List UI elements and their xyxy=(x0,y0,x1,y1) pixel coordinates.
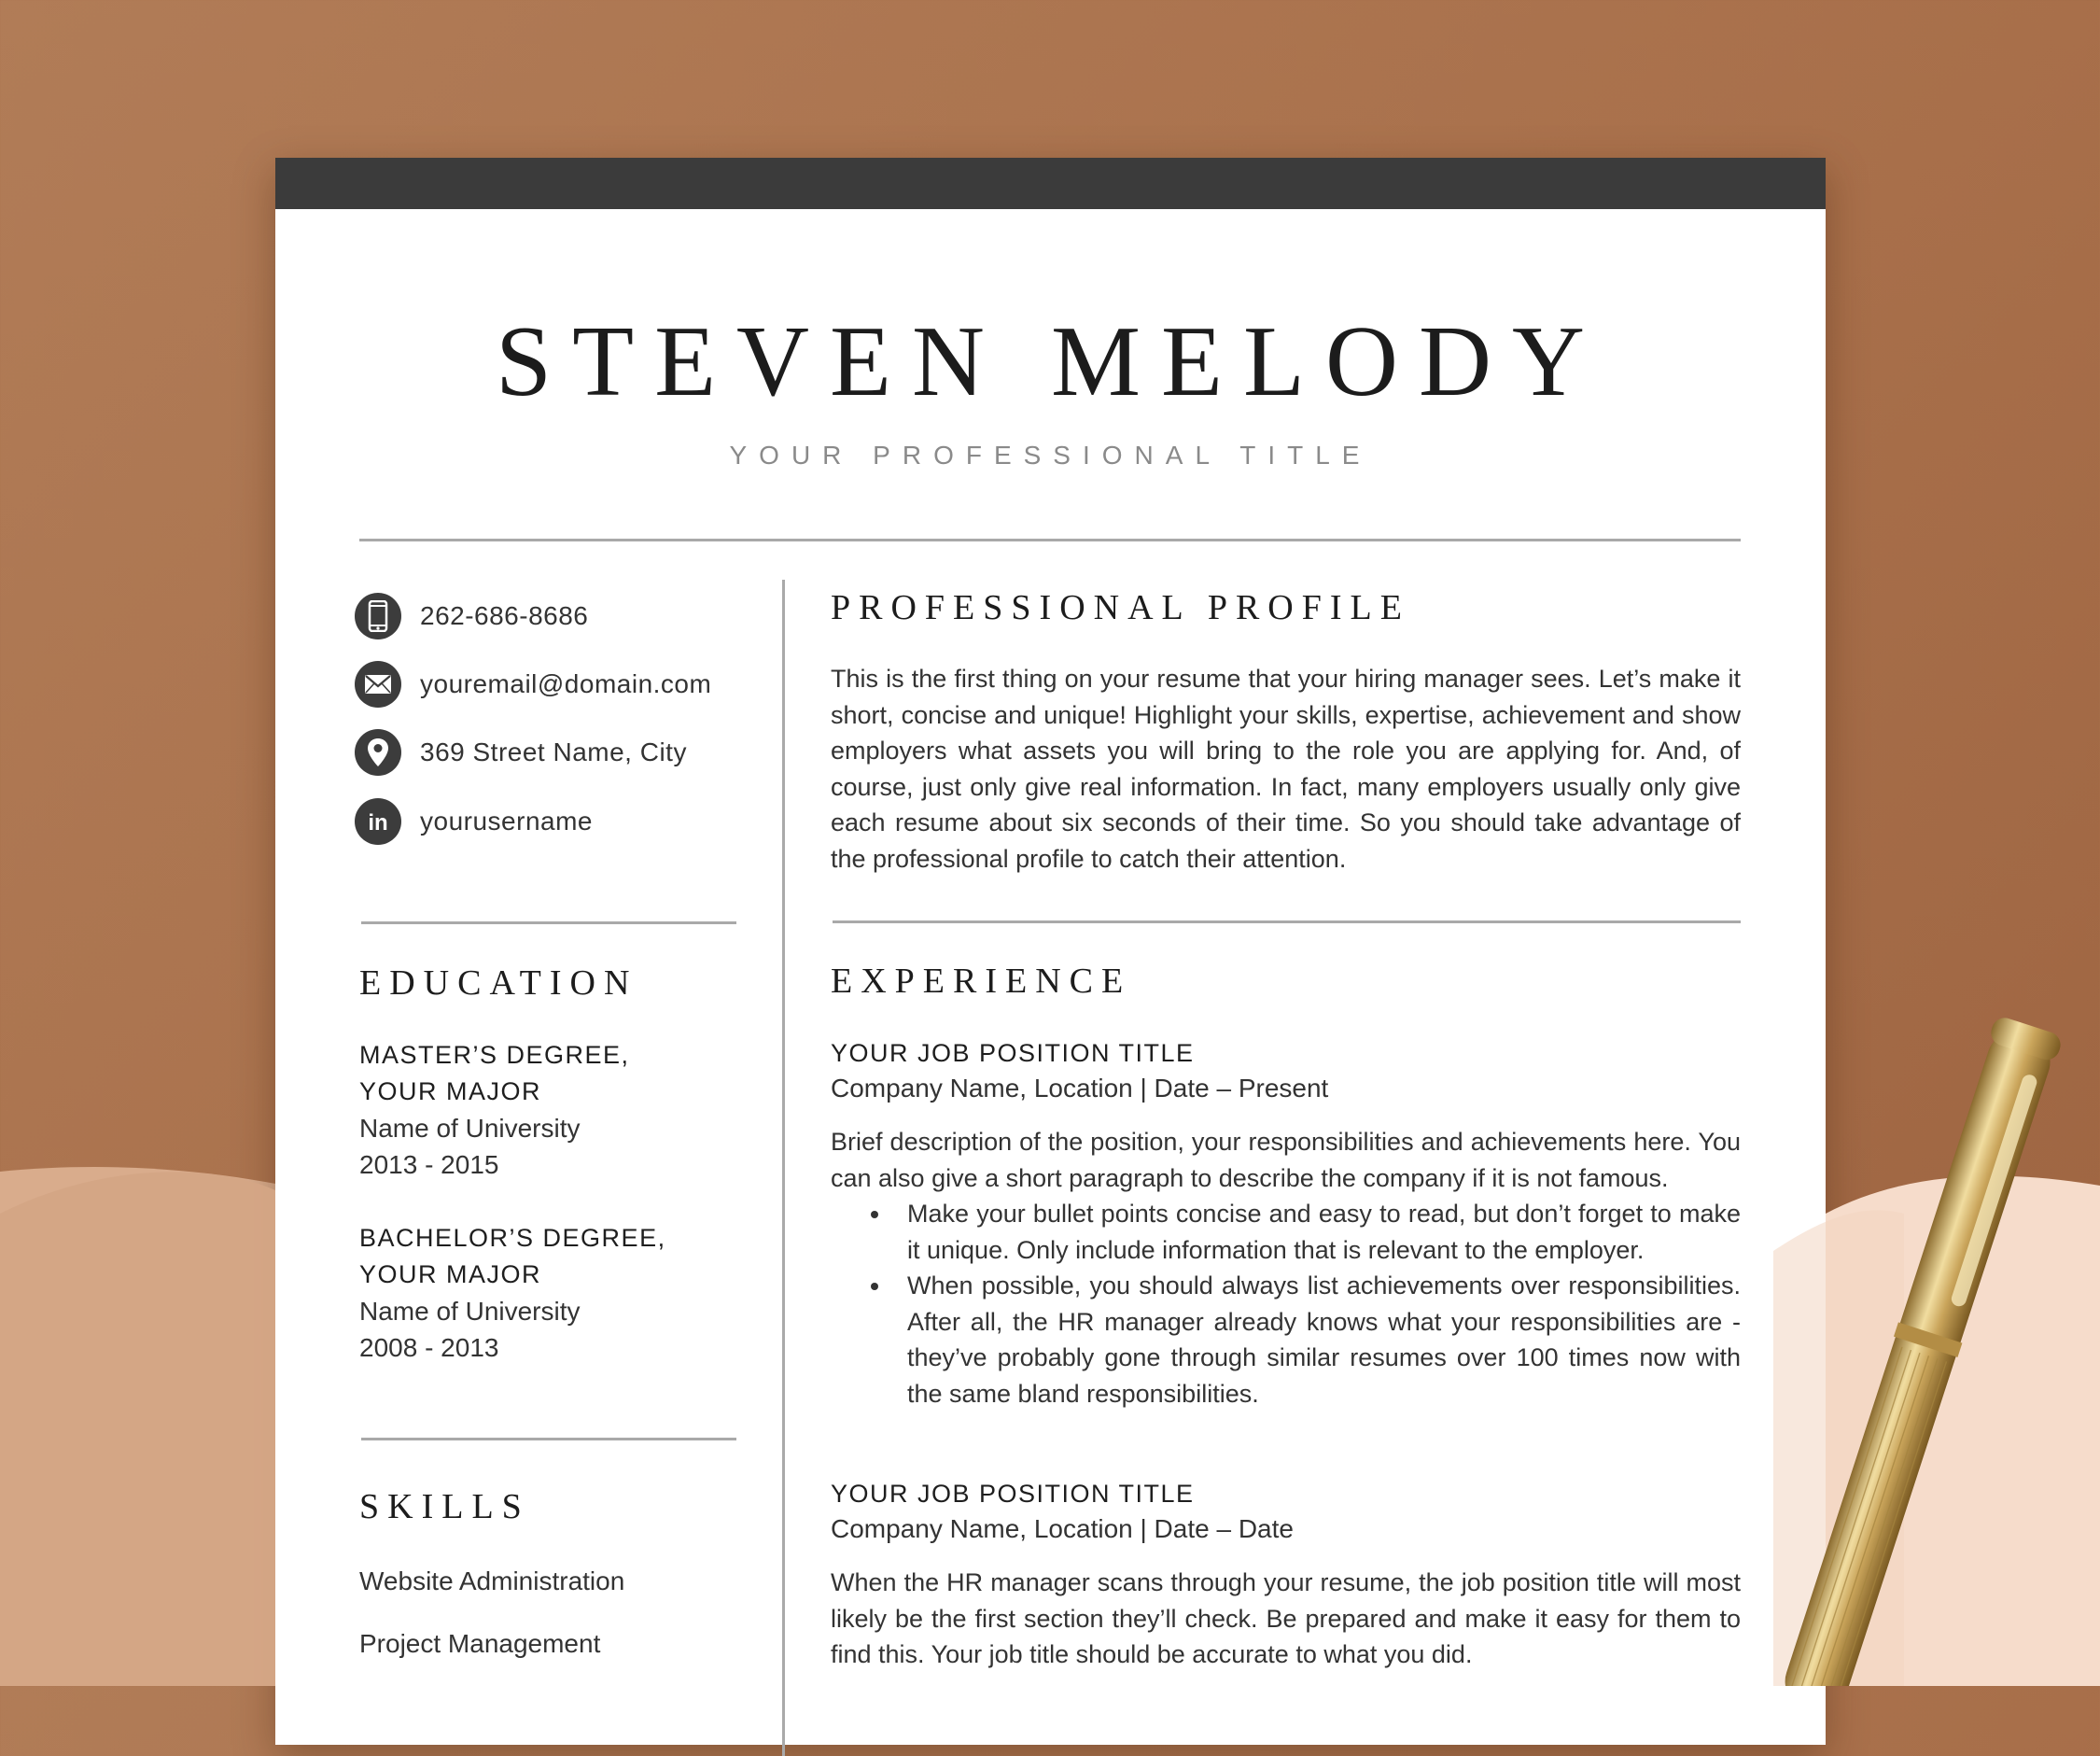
job-title: YOUR JOB POSITION TITLE xyxy=(831,1039,1195,1067)
contact-email xyxy=(355,661,711,708)
professional-title: YOUR PROFESSIONAL TITLE xyxy=(729,441,1372,470)
job-description: Brief description of the position, your responsibilities and achievements here. You can also give a short paragraph to describe the company if it is not famous. xyxy=(831,1128,1741,1192)
education-divider xyxy=(361,1438,736,1440)
skill-item: Website Administration xyxy=(359,1566,625,1595)
school-years: 2013 - 2015 xyxy=(359,1150,499,1179)
experience-heading: EXPERIENCE xyxy=(831,962,1132,1001)
linkedin-text: yourusername xyxy=(420,807,593,836)
school-name: Name of University xyxy=(359,1114,581,1143)
profile-heading: PROFESSIONAL PROFILE xyxy=(831,588,1410,627)
degree-line: BACHELOR’S DEGREE, xyxy=(359,1224,666,1252)
education-entry xyxy=(359,1037,751,1183)
contact-phone xyxy=(355,593,588,639)
resume-name: STEVEN MELODY xyxy=(496,306,1605,417)
phone-text: 262-686-8686 xyxy=(420,601,589,630)
job-bullets xyxy=(831,1196,1741,1412)
job-company: Company Name, Location | Date – Present xyxy=(831,1074,1329,1103)
degree-major: YOUR MAJOR xyxy=(359,1077,542,1105)
address-text: 369 Street Name, City xyxy=(420,738,687,766)
contact-linkedin xyxy=(355,798,593,845)
job-entry xyxy=(831,1035,1741,1412)
contact-address xyxy=(355,729,687,776)
job-company: Company Name, Location | Date – Date xyxy=(831,1514,1294,1543)
column-divider xyxy=(782,580,785,1756)
school-name: Name of University xyxy=(359,1297,581,1326)
profile-divider xyxy=(833,920,1741,923)
school-years: 2008 - 2013 xyxy=(359,1333,499,1362)
job-entry xyxy=(831,1476,1741,1673)
header-divider xyxy=(359,539,1741,541)
email-text: youremail@domain.com xyxy=(420,669,712,698)
svg-text:in: in xyxy=(368,810,388,834)
profile-text: This is the first thing on your resume that your hiring manager sees. Let’s make it short, concise and unique! Highlight your skills, expertise, achievement and show employers what assets you will bring to the role you are applying for. And, of course, just only give real information. In fact, many employers usually only give each resume about six seconds of their time. So you should take advantage of the professional profile to catch their attention. xyxy=(831,665,1741,873)
skill-item: Project Management xyxy=(359,1629,601,1658)
linkedin-icon xyxy=(355,798,401,845)
bullet-item: Make your bullet points concise and easy to read, but don’t forget to make it unique. Only include information that is relevant to the employer. xyxy=(907,1196,1741,1268)
job-title: YOUR JOB POSITION TITLE xyxy=(831,1480,1195,1508)
header-bar xyxy=(275,158,1826,209)
education-heading: EDUCATION xyxy=(359,963,638,1003)
education-entry xyxy=(359,1220,751,1366)
contact-divider xyxy=(361,921,736,924)
job-description: When the HR manager scans through your resume, the job position title will most likely be the first section they’ll check. Be prepared and make it easy for them to find this. Your job title should be accurate to what you did. xyxy=(831,1568,1741,1668)
location-icon xyxy=(355,729,401,776)
phone-icon xyxy=(355,593,401,639)
skills-heading: SKILLS xyxy=(359,1487,530,1526)
email-icon xyxy=(355,661,401,708)
degree-line: MASTER’S DEGREE, xyxy=(359,1041,630,1069)
bullet-item: When possible, you should always list achievements over responsibilities. After all, the HR manager already knows what your responsibilities are - they’ve probably gone through similar resumes over 100 times now with the same bland responsibilities. xyxy=(907,1268,1741,1412)
degree-major: YOUR MAJOR xyxy=(359,1260,542,1288)
resume-page xyxy=(275,158,1826,1745)
